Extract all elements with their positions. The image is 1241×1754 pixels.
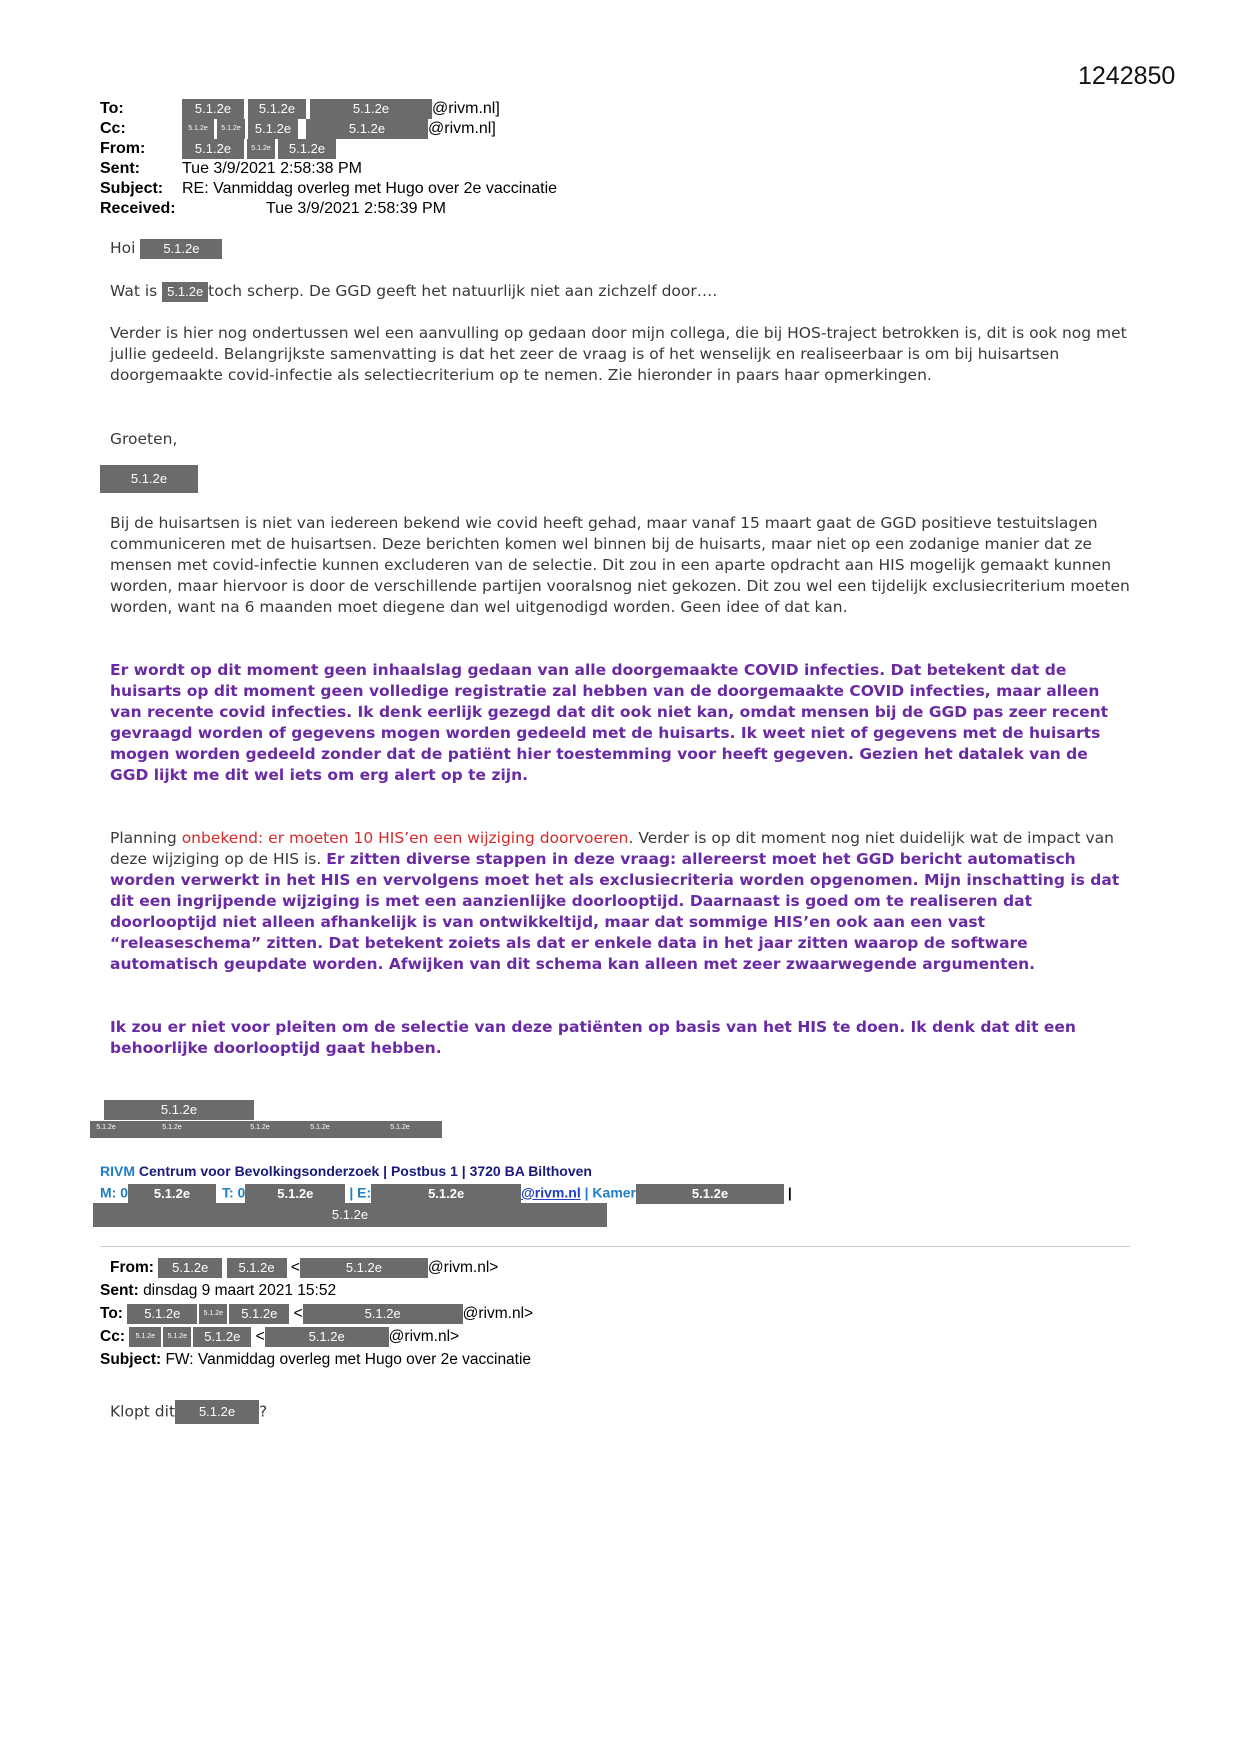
signature-name-redaction: 5.1.2e [104,1099,254,1120]
redaction: 5.1.2e [127,1304,197,1324]
redaction: 5.1.2e [303,1304,463,1324]
redaction: 5.1.2e [182,139,244,159]
fw-body: Klopt dit 5.1.2e ? [110,1400,1130,1424]
divider [100,1246,1130,1247]
redaction: 5.1.2e [129,1327,161,1347]
redaction: 5.1.2e [248,119,298,139]
closing: Groeten, [110,430,178,448]
redaction: 5.1.2e [636,1184,784,1204]
redaction: 5.1.2e [247,139,275,159]
signature-contact: M: 0 5.1.2e T: 0 5.1.2e | E: 5.1.2e @rivm.nl | Kamer 5.1.2e | [100,1184,792,1204]
header-sent: Sent: Tue 3/9/2021 2:58:38 PM [100,160,362,177]
redaction: 5.1.2e [245,1184,345,1204]
redaction: 5.1.2e [229,1304,289,1324]
planning-paragraph: Planning onbekend: er moeten 10 HIS’en een wijziging doorvoeren. Verder is op dit moment nog niet duidelijk wat de impact van deze wijziging op de HIS is. Er zitten diverse stappen in deze vraag: allereerst moet het GGD bericht automatisch worden verwerkt in het HIS en vervolgens moet het als exclusiecriteria worden opgenomen. Mijn inschatting is dat dit een ingrijpende wijziging is met een aanzienlijke doorlooptijd. Daarnaast is goed om te realiseren dat doorlooptijd niet alleen afhankelijk is van ontwikkeltijd, maar dat sommige HIS’en ook aan een vast “releaseschema” zitten. Dat betekent zoiets als dat er enkele data in het jaar zitten waarop de software automatisch geupdate worden. Afwijken van dit schema kan alleen met zeer zwaarwegende argumenten. [110,829,1120,973]
fw-cc: Cc: 5.1.2e 5.1.2e 5.1.2e < 5.1.2e @rivm.nl> [100,1328,460,1345]
redaction: 5.1.2e [227,1258,287,1278]
line-1: Wat is 5.1.2e toch scherp. De GGD geeft het natuurlijk niet aan zichzelf door…. [110,282,718,300]
redaction: 5.1.2e [140,239,222,259]
header-to: To: 5.1.2e 5.1.2e 5.1.2e @rivm.nl] [100,100,500,118]
redaction: 5.1.2e [163,1327,191,1347]
paragraph-2: Bij de huisartsen is niet van iedereen bekend wie covid heeft gehad, maar vanaf 15 maart gaat de GGD positieve testuitslagen communiceren met de huisartsen. Deze berichten komen wel binnen bij de huisarts, maar niet op een zodanige manier dat ze mensen met covid-infectie kunnen excluderen van de selectie. Dit zou in een aparte opdracht aan HIS mogelijk gemaakt kunnen worden, maar hiervoor is door de verschillende partijen vooralsnog niet gekozen. Dit zou wel een tijdelijk exclusiecriterium moeten worden, want na 6 maanden moet diegene dan wel uitgenodigd worden. Geen idee of dat kan. [110,514,1130,616]
redaction: 5.1.2e [278,139,336,159]
redaction: 5.1.2e [182,99,244,119]
redaction: 5.1.2e [162,282,208,302]
signature-redaction: 5.1.2e [100,465,198,493]
redaction: 5.1.2e [306,119,428,139]
purple-comment-1: Er wordt op dit moment geen inhaalslag gedaan van alle doorgemaakte COVID infecties. Dat betekent dat de huisarts op dit moment geen volledige registratie zal hebben van de doorgemaakte COVID infecties, maar alleen van recente covid infecties. Ik denk eerlijk gezegd dat dit ook niet kan, omdat mensen bij de GGD pas zeer recent gevraagd worden of gegevens mogen worden gedeeld met de huisarts. Ik weet niet of gegevens met de huisarts mogen worden gedeeld zonder dat de patiënt hier toestemming voor heeft gegeven. Gezien het datalek van de GGD lijkt me dit wel iets om erg alert op te zijn. [110,661,1109,784]
fw-sent: Sent: dinsdag 9 maart 2021 15:52 [100,1282,337,1299]
redaction: 5.1.2e [158,1258,222,1278]
header-received: Received: Tue 3/9/2021 2:58:39 PM [100,200,446,217]
redaction: 5.1.2e [310,99,432,119]
fw-to: To: 5.1.2e 5.1.2e 5.1.2e < 5.1.2e @rivm.nl> [100,1305,534,1322]
header-subject: Subject: RE: Vanmiddag overleg met Hugo over 2e vaccinatie [100,180,558,197]
signature-title-redaction: 5.1.2e 5.1.2e 5.1.2e 5.1.2e 5.1.2e [90,1121,442,1138]
redaction: 5.1.2e [193,1327,251,1347]
greeting: Hoi 5.1.2e [110,238,1130,259]
signature-extra-redaction: 5.1.2e [93,1203,607,1227]
signature-org: RIVM Centrum voor Bevolkingsonderzoek | Postbus 1 | 3720 BA Bilthoven [100,1163,592,1179]
fw-from: From: 5.1.2e 5.1.2e < 5.1.2e @rivm.nl> [110,1259,499,1276]
redaction: 5.1.2e [248,99,306,119]
paragraph-1: Verder is hier nog ondertussen wel een aanvulling op gedaan door mijn collega, die bij HOS-traject betrokken is, dit is ook nog met jullie gedeeld. Belangrijkste samenvatting is dat het zeer de vraag is of het wenselijk en realiseerbaar is om bij huisartsen doorgemaakte covid-infectie als selectiecriterium op te nemen. Zie hieronder in paars haar opmerkingen. [110,324,1127,384]
redaction: 5.1.2e [300,1258,428,1278]
redaction: 5.1.2e [182,119,214,139]
redaction: 5.1.2e [371,1184,521,1204]
redaction: 5.1.2e [175,1400,259,1424]
document-number: 1242850 [1078,62,1176,90]
redaction: 5.1.2e [217,119,245,139]
email-link[interactable]: @rivm.nl [521,1184,581,1201]
redaction: 5.1.2e [199,1304,227,1324]
header-from: From: 5.1.2e 5.1.2e 5.1.2e [100,139,336,159]
purple-comment-2: Ik zou er niet voor pleiten om de selectie van deze patiënten op basis van het HIS te doen. Ik denk dat dit een behoorlijke doorlooptijd gaat hebben. [110,1018,1076,1057]
header-cc: Cc: 5.1.2e 5.1.2e 5.1.2e 5.1.2e @rivm.nl] [100,120,496,138]
redaction: 5.1.2e [265,1327,389,1347]
redaction: 5.1.2e [128,1184,216,1204]
fw-subject: Subject: FW: Vanmiddag overleg met Hugo over 2e vaccinatie [100,1351,532,1368]
